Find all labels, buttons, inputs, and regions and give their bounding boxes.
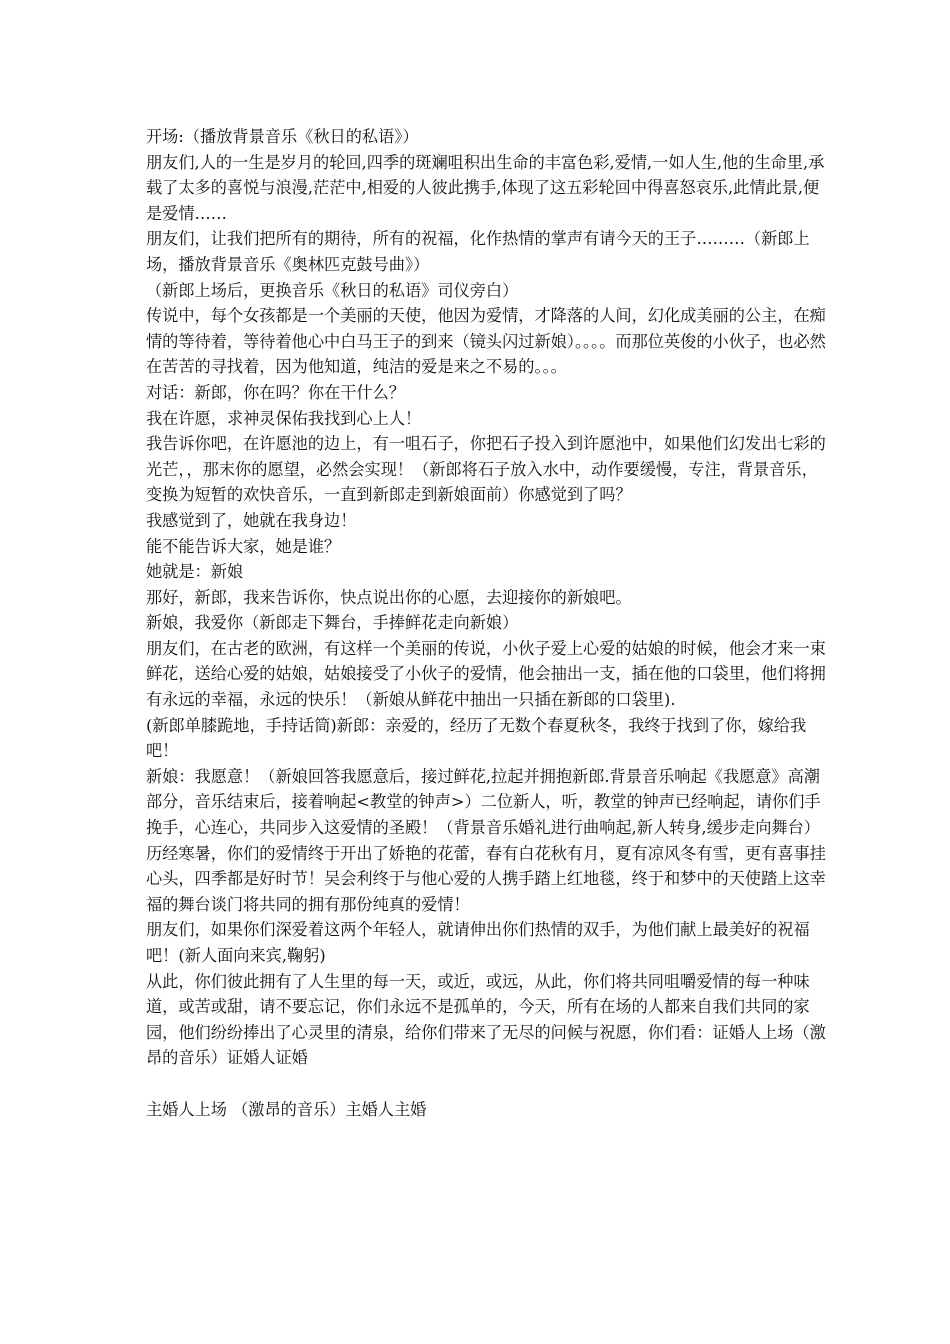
- paragraph-seasons: 历经寒暑，你们的爱情终于开出了娇艳的花蕾，春有白花秋有月，夏有凉风冬有雪，更有喜事挂心头，四季都是好时节！吴会利终于与他心爱的人携手踏上红地毯，终于和梦中的天使踏上这幸福的舞台谈门将共同的拥有那份纯真的爱情！: [146, 843, 826, 914]
- paragraph-love-you: 新娘，我爱你（新郎走下舞台，手捧鲜花走向新娘）: [146, 613, 519, 633]
- paragraph-opening: 开场:（播放背景音乐《秋日的私语》）: [146, 127, 419, 146]
- paragraph-wish: 我在许愿，求神灵保佑我找到心上人！: [146, 408, 422, 428]
- paragraph-legend: 传说中，每个女孩都是一个美丽的天使，他因为爱情，才降落的人间，幻化成美丽的公主，在痴情的等待着，等待着他心中白马王子的到来（镜头闪过新娘）。。。。而那位英俊的小伙子，也必然在苦苦的寻找着，因为他知道，纯洁的爱是来之不易的。。。: [146, 306, 826, 377]
- paragraph-i-do: 新娘：我愿意！（新娘回答我愿意后，接过鲜花,拉起并拥抱新郎.背景音乐响起《我愿意》高潮部分，音乐结束后，接着响起<教堂的钟声>）二位新人，听，教堂的钟声已经响起，请你们手挽手，心连心，共同步入这爱情的圣殿！（背景音乐婚礼进行曲响起,新人转身,缓步走向舞台）: [146, 766, 821, 838]
- document-body: [146, 124, 826, 1122]
- paragraph-dialogue-start: 对话：新郎，你在吗？你在干什么？: [146, 382, 405, 402]
- paragraph-blessing: 朋友们，如果你们深爱着这两个年轻人，就请伸出你们热情的双手，为他们献上最美好的祝福吧！(新人面向来宾,鞠躬): [146, 920, 810, 965]
- paragraph-proposal: (新郎单膝跪地，手持话筒)新郎：亲爱的，经历了无数个春夏秋冬，我终于找到了你，嫁给我吧！: [146, 715, 807, 761]
- paragraph-music-change: （新郎上场后，更换音乐《秋日的私语》司仪旁白）: [146, 280, 519, 300]
- paragraph-europe-legend: 朋友们，在古老的欧洲，有这样一个美丽的传说，小伙子爱上心爱的姑娘的时候，他会才来一束鲜花，送给心爱的姑娘，姑娘接受了小伙子的爱情，他会抽出一支，插在他的口袋里，他们将拥有永远的幸福，永远的快乐！（新娘从鲜花中抽出一只插在新郎的口袋里).: [146, 638, 826, 710]
- paragraph-invite-groom: 朋友们，让我们把所有的期待，所有的祝福，化作热情的掌声有请今天的王子………（新郎上场，播放背景音乐《奥林匹克鼓号曲》）: [146, 229, 810, 274]
- paragraph-witness: 从此，你们彼此拥有了人生里的每一天，或近，或远，从此，你们将共同咀嚼爱情的每一种味道，或苦或甜，请不要忘记，你们永远不是孤单的，今天，所有在场的人都来自我们共同的家园，他们纷纷捧出了心灵里的清泉，给你们带来了无尽的问候与祝愿，你们看：证婚人上场（激昂的音乐）证婚人证婚: [146, 971, 826, 1068]
- paragraph-bride: 她就是：新娘: [146, 562, 244, 582]
- paragraph-go-greet: 那好，新郎，我来告诉你，快点说出你的心愿，去迎接你的新娘吧。: [146, 587, 632, 607]
- paragraph-wishing-pool: 我告诉你吧，在许愿池的边上，有一咀石子，你把石子投入到许愿池中，如果他们幻发出七彩的光芒，，那末你的愿望，必然会实现！（新郎将石子放入水中，动作要缓慢，专注，背景音乐，变换为短暂的欢快音乐，一直到新郎走到新娘面前）你感觉到了吗？: [146, 434, 826, 505]
- paragraph-felt: 我感觉到了，她就在我身边！: [146, 510, 357, 530]
- paragraph-host: 主婚人上场 （激昂的音乐）主婚人主婚: [146, 1099, 427, 1119]
- paragraph-gap: [146, 1071, 826, 1097]
- paragraph-intro: 朋友们,人的一生是岁月的轮回,四季的斑斓咀积出生命的丰富色彩,爱情,一如人生,他的生命里,承载了太多的喜悦与浪漫,茫茫中,相爱的人彼此携手,体现了这五彩轮回中得喜怒哀乐,此情此景,便是爱情……: [146, 152, 825, 223]
- paragraph-who: 能不能告诉大家，她是谁？: [146, 536, 341, 556]
